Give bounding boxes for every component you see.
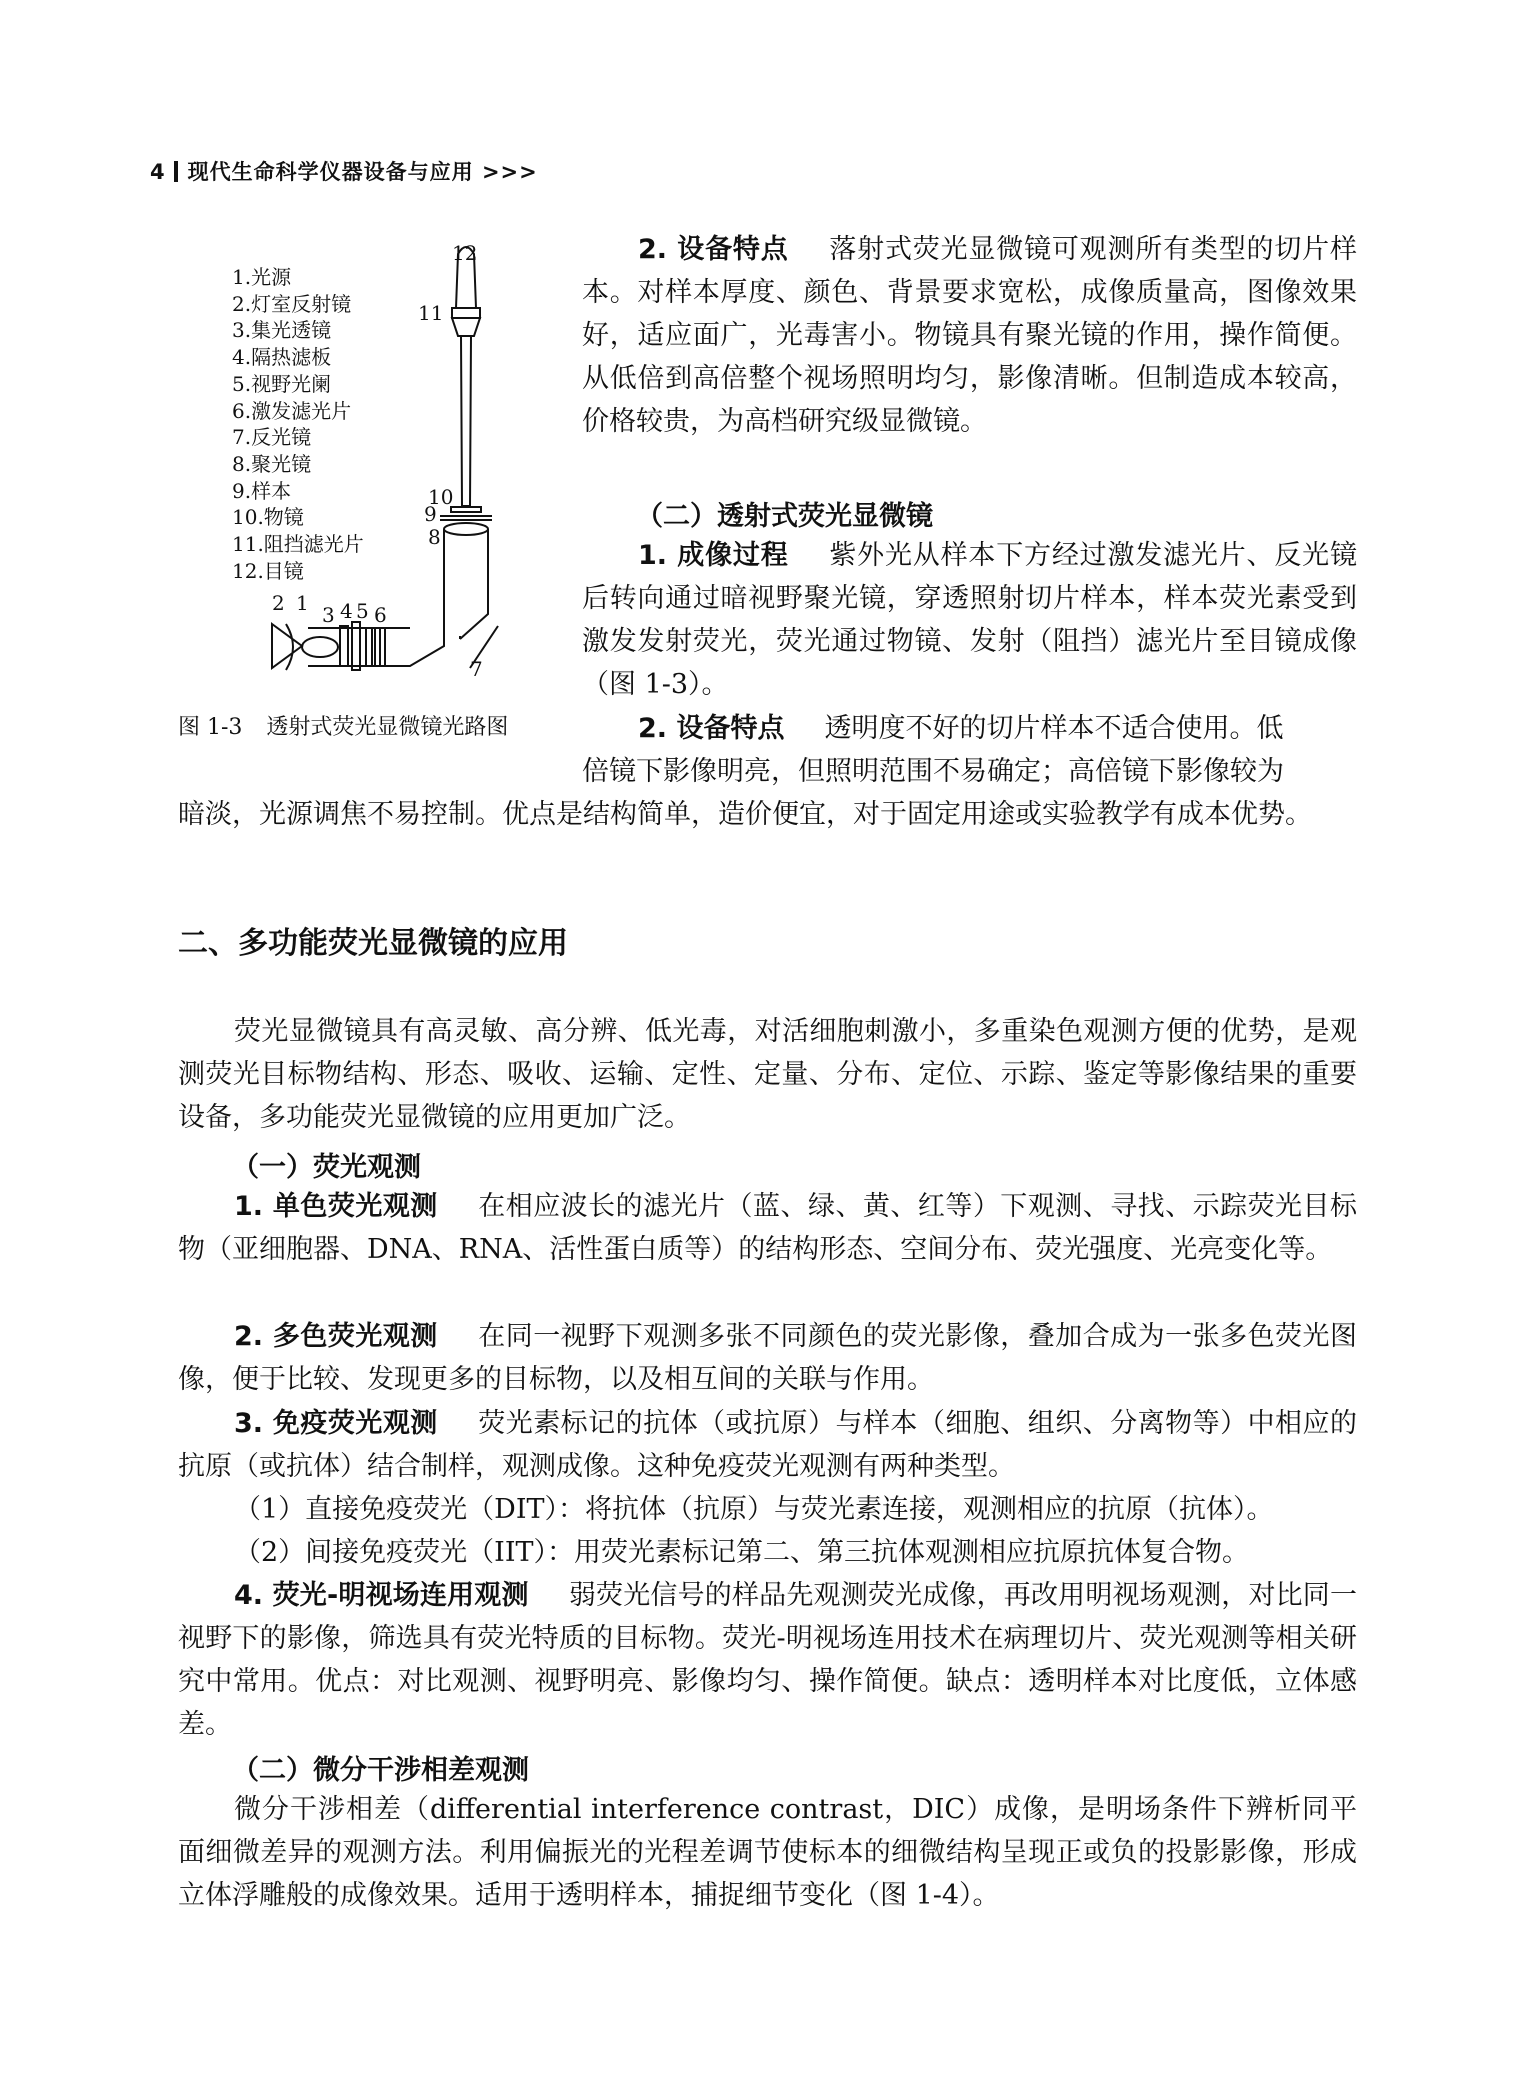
legend-item: 4.隔热滤板 [232,345,332,370]
subsection-title: （二）透射式荧光显微镜 [636,501,933,532]
legend-item: 5.视野光阑 [232,371,332,396]
header-divider [174,161,178,182]
list-item-dit: （1）直接免疫荧光（DIT）：将抗体（抗原）与荧光素连接，观测相应的抗原（抗体）。 [234,1494,1274,1525]
header-arrows: >>> [481,160,538,184]
optical-path-diagram [170,236,570,696]
label-3: 3 [322,603,335,627]
caption-label: 图 1-3 [178,715,243,740]
paragraph-text: 倍镜下影像明亮，但照明范围不易确定；高倍镜下影像较为 [582,756,1284,787]
paragraph-text: 紫外光从样本下方经过激发滤光片、反光镜后转向通过暗视野聚光镜，穿透照射切片样本，样本荧光素受到激发发射荧光，荧光通过物镜、发射（阻挡）滤光片至目镜成像（图 1-3）。 [582,540,1357,700]
paragraph-text: 荧光素标记的抗体（或抗原）与样本（细胞、组织、分离物等）中相应的抗原（或抗体）结合制样，观测成像。这种免疫荧光观测有两种类型。 [178,1408,1357,1482]
label-8: 8 [428,525,441,549]
paragraph-fluorescence-brightfield [178,1574,1357,1746]
paragraph-multi-fluorescence [178,1315,1357,1401]
paragraph-dic: 微分干涉相差（differential interference contrast，DIC）成像，是明场条件下辨析同平面细微差异的观测方法。利用偏振光的光程差调节使标本的细微结构呈现正或负的投影影像，形成立体浮雕般的成像效果。适用于透明样本，捕捉细节变化（图 1-4）。 [178,1794,1357,1911]
figure-legend [232,264,364,584]
legend-item: 3.集光透镜 [232,318,332,343]
label-6: 6 [374,603,387,627]
paragraph-text: 落射式荧光显微镜可观测所有类型的切片样本。对样本厚度、颜色、背景要求宽松，成像质量高，图像效果好，适应面广，光毒害小。物镜具有聚光镜的作用，操作简便。从低倍到高倍整个视场照明均匀，影像清晰。但制造成本较高，价格较贵，为高档研究级显微镜。 [582,234,1357,437]
caption-text: 透射式荧光显微镜光路图 [266,715,509,740]
list-item-iit: （2）间接免疫荧光（IIT）：用荧光素标记第二、第三抗体观测相应抗原抗体复合物。 [234,1537,1250,1568]
legend-item: 9.样本 [232,478,292,503]
paragraph-heading: 3. 免疫荧光观测 [234,1408,438,1439]
paragraph-text: 透明度不好的切片样本不适合使用。低 [824,713,1284,744]
legend-item: 8.聚光镜 [232,451,312,476]
page-number: 4 [150,160,166,184]
legend-item: 7.反光镜 [232,425,312,450]
legend-item: 1.光源 [232,265,292,289]
paragraph-trans-features [582,707,1357,793]
figure-1-3 [170,236,570,696]
paragraph-heading: 2. 设备特点 [638,713,785,744]
label-10: 10 [428,485,454,509]
label-9: 9 [424,502,437,526]
legend-item: 12.目镜 [232,558,304,583]
legend-item: 6.激发滤光片 [232,398,352,423]
legend-item: 2.灯室反射镜 [232,291,352,316]
paragraph-imaging-process [582,534,1357,706]
paragraph-heading: 1. 单色荧光观测 [234,1191,438,1222]
subsection-title: （一）荧光观测 [232,1152,421,1183]
paragraph-text: 弱荧光信号的样品先观测荧光成像，再改用明视场观测，对比同一视野下的影像，筛选具有荧光特质的目标物。荧光-明视场连用技术在病理切片、荧光观测等相关研究中常用。优点：对比观测、视野明亮、影像均匀、操作简便。缺点：透明样本对比度低，立体感差。 [178,1580,1357,1740]
label-4: 4 [340,599,353,623]
paragraph-immuno-fluorescence [178,1402,1357,1488]
label-11: 11 [418,301,444,325]
label-5: 5 [356,599,369,623]
subsection-title: （二）微分干涉相差观测 [232,1755,529,1786]
book-title: 现代生命科学仪器设备与应用 [187,160,474,184]
paragraph-mono-fluorescence [178,1185,1357,1271]
section-title: 二、多功能荧光显微镜的应用 [178,926,568,961]
label-12: 12 [452,241,478,265]
paragraph-heading: 2. 多色荧光观测 [234,1321,438,1352]
paragraph-epi-features [582,228,1357,443]
label-7: 7 [470,657,483,681]
label-1: 1 [296,591,309,615]
paragraph-heading: 1. 成像过程 [638,540,789,571]
paragraph-text: 在相应波长的滤光片（蓝、绿、黄、红等）下观测、寻找、示踪荧光目标物（亚细胞器、DNA、RNA、活性蛋白质等）的结构形态、空间分布、荧光强度、光亮变化等。 [178,1191,1357,1265]
paragraph-text: 在同一视野下观测多张不同颜色的荧光影像，叠加合成为一张多色荧光图像，便于比较、发现更多的目标物，以及相互间的关联与作用。 [178,1321,1357,1395]
figure-caption [178,710,532,741]
paragraph-intro: 荧光显微镜具有高灵敏、高分辨、低光毒，对活细胞刺激小，多重染色观测方便的优势，是观测荧光目标物结构、形态、吸收、运输、定性、定量、分布、定位、示踪、鉴定等影像结果的重要设备，多功能荧光显微镜的应用更加广泛。 [178,1016,1357,1133]
running-header [150,156,538,186]
legend-item: 11.阻挡滤光片 [232,532,364,557]
legend-item: 10.物镜 [232,505,304,530]
paragraph-heading: 4. 荧光-明视场连用观测 [234,1580,529,1611]
paragraph-trans-features-cont: 暗淡，光源调焦不易控制。优点是结构简单，造价便宜，对于固定用途或实验教学有成本优势。 [178,799,1312,830]
paragraph-heading: 2. 设备特点 [638,234,789,265]
label-2: 2 [272,591,285,615]
